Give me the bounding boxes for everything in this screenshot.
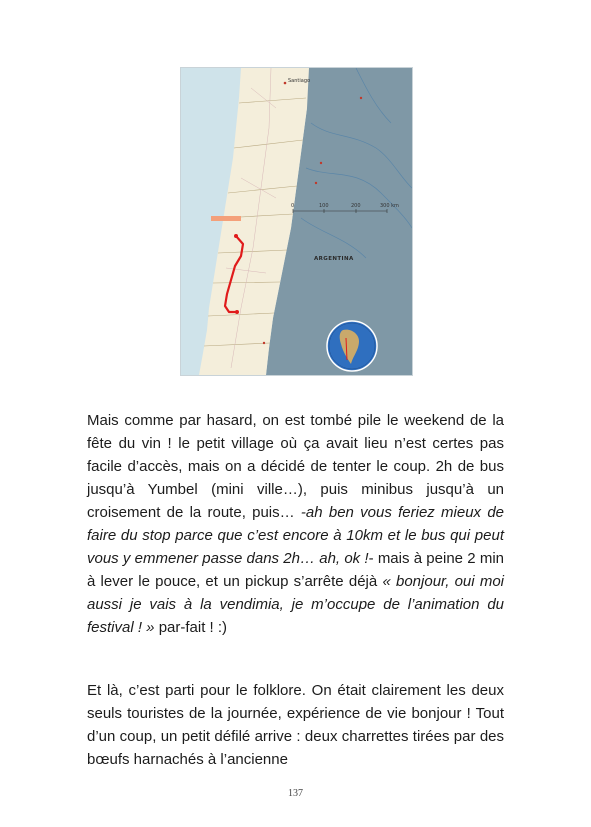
page-number: 137 [288,788,303,799]
map-label-argentina: ARGENTINA [314,256,354,262]
scale-label-0: 0 [291,203,295,209]
paragraph-1 [87,409,504,639]
scale-label-300: 300 km [380,203,399,209]
map-label-santiago: Santiago [288,78,311,84]
map-route-start [234,234,238,238]
map-route-end [235,310,239,314]
scale-label-100: 100 [319,203,329,209]
scale-label-200: 200 [351,203,361,209]
paragraph-1-text-a: Mais comme par hasard, on est tombé pile le weekend de la fête du vin ! le petit village où ça avait lieu n’est certes pas facile d’accès, mais on a décidé de tenter le coup. 2h de bus jusqu’à Yumbel (mini ville…), puis minibus jusqu’à un croisement de la route, puis… [87,412,504,521]
map-region-highlight [211,216,241,221]
paragraph-2: Et là, c’est parti pour le folklore. On était clairement les deux seuls touristes de la journée, expérience de vie bonjour ! Tout d’un coup, un petit défilé arrive : deux charrettes tirées par des bœufs harnachés à l’ancienne [87,682,504,768]
chile-map-image [180,67,413,376]
paragraph-1-quote: « bonjour, oui moi aussi je vais à la vendimia, je m’occupe de l’animation du festival ! » [87,573,504,636]
paragraph-1-text-c: - mais à peine 2 min à lever le pouce, et un pickup s’arrête déjà [87,550,505,590]
globe-inset [327,321,377,371]
paragraph-1-text-e: par-fait ! :) [154,619,228,636]
paragraph-1-dialogue: -ah ben vous feriez mieux de faire du stop parce que c’est encore à 10km et le bus qui peut vous y emmener passe dans 2h… ah, ok ! [87,504,505,567]
